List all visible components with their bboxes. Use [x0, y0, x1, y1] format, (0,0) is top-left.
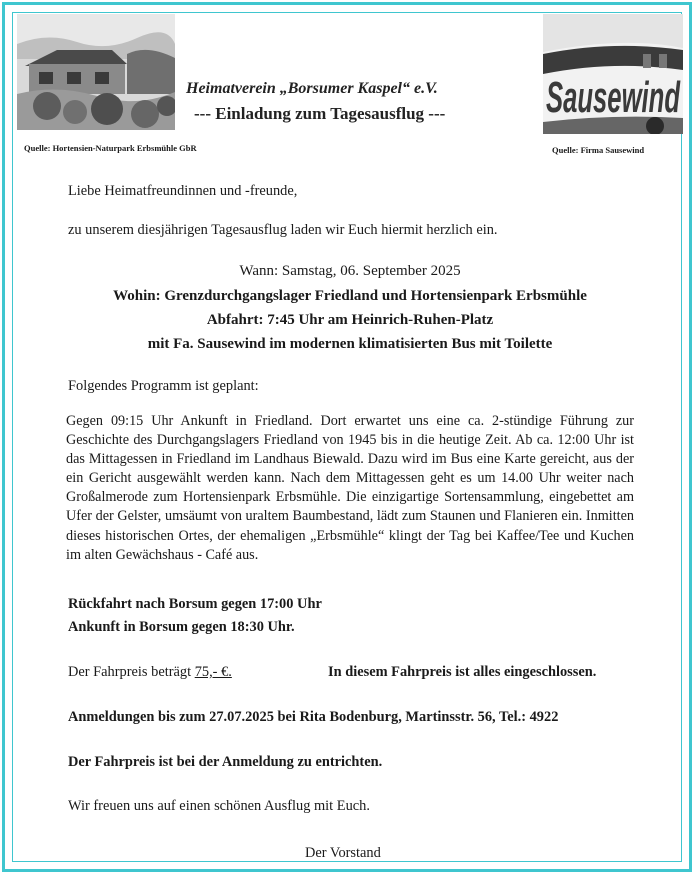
price-line: [68, 664, 232, 681]
trip-destination: Wohin: Grenzdurchgangslager Friedland und Hortensienpark Erbsmühle: [113, 288, 587, 304]
photo-caption-right: Quelle: Firma Sausewind: [552, 145, 645, 155]
return-trip: Rückfahrt nach Borsum gegen 17:00 Uhr: [68, 596, 322, 612]
invitation-title: --- Einladung zum Tagesausflug ---: [194, 104, 446, 123]
bus-logo-text: Sausewind: [546, 73, 681, 122]
price-label: Der Fahrpreis beträgt: [68, 664, 192, 680]
arrival-time: Ankunft in Borsum gegen 18:30 Uhr.: [68, 619, 295, 635]
registration-info: Anmeldungen bis zum 27.07.2025 bei Rita Bodenburg, Martinsstr. 56, Tel.: 4922: [68, 709, 559, 725]
program-description: Gegen 09:15 Uhr Ankunft in Friedland. Dort erwartet uns eine ca. 2-stündige Führung zur Geschichte des Durchgangslagers Friedland von 1945 bis in die heutige Zeit. Ab ca. 12:00 Uhr ist das Mittagessen in Friedland im Landhaus Biewald. Dazu wird im Bus eine Karte gereicht, aus der ein Gericht ausgewählt werden kann. Nach dem Mittagessen geht es um 14.00 Uhr weiter nach Großalmerode zum Hortensienpark Erbsmühle. Die einzigartige Sortensammlung, eingebettet am Ufer der Gelster, umsäumt von uraltem Baumbestand, lädt zum Staunen und Flanieren ein. Inmitten dieses historischen Ortes, der ehemaligen „Erbsmühle“ klingt der Tag bei Kaffee/Tee und Kuchen im alten Gewächshaus - Café aus.: [66, 413, 634, 563]
price-note: In diesem Fahrpreis ist alles eingeschlossen.: [328, 664, 597, 680]
trip-departure: Abfahrt: 7:45 Uhr am Heinrich-Ruhen-Platz: [206, 312, 494, 328]
payment-note: Der Fahrpreis ist bei der Anmeldung zu entrichten.: [68, 754, 383, 770]
photo-caption-left: Quelle: Hortensien-Naturpark Erbsmühle GbR: [24, 143, 197, 153]
program-intro: Folgendes Programm ist geplant:: [68, 378, 259, 394]
club-name: Heimatverein „Borsumer Kaspel“ e.V.: [186, 80, 438, 97]
sausewind-bus-photo: [543, 14, 683, 134]
signature: Der Vorstand: [305, 845, 381, 861]
trip-date: Wann: Samstag, 06. September 2025: [239, 263, 461, 279]
trip-bus-info: mit Fa. Sausewind im modernen klimatisierten Bus mit Toilette: [147, 336, 553, 352]
salutation: Liebe Heimatfreundinnen und -freunde,: [68, 183, 298, 199]
hortensien-park-photo: [17, 14, 175, 130]
intro-text: zu unserem diesjährigen Tagesausflug laden wir Euch hiermit herzlich ein.: [68, 222, 498, 238]
price-value: 75,- €.: [194, 664, 232, 680]
closing-line: Wir freuen uns auf einen schönen Ausflug mit Euch.: [68, 798, 370, 814]
